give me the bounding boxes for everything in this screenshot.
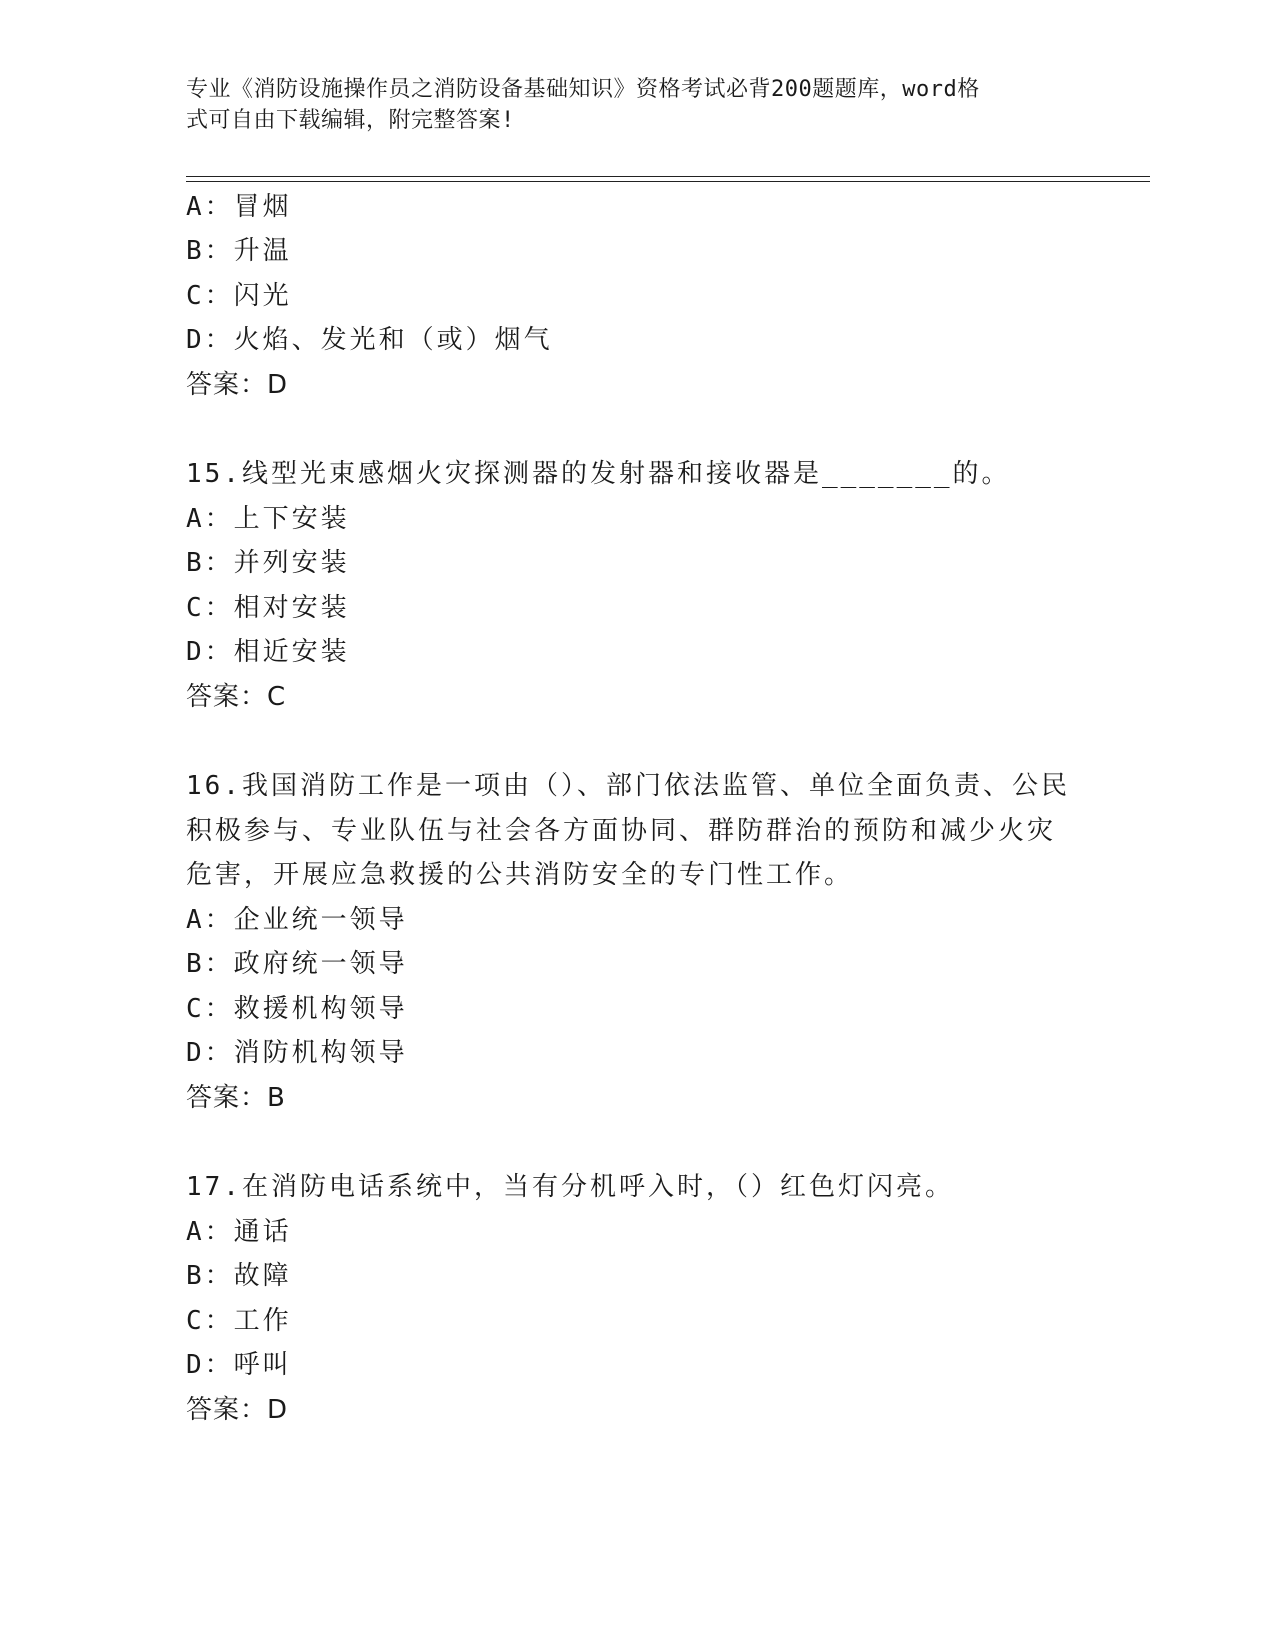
q17-option-c: C：工作	[186, 1306, 292, 1336]
q16-option-c: C：救援机构领导	[186, 994, 408, 1024]
q14-option-d: D：火焰、发光和（或）烟气	[186, 325, 553, 355]
q16-option-a: A：企业统一领导	[186, 905, 408, 935]
q17-option-a: A：通话	[186, 1217, 292, 1247]
q15-stem: 15.线型光束感烟火灾探测器的发射器和接收器是_______的。	[186, 459, 1011, 489]
q15-option-c: C：相对安装	[186, 593, 350, 623]
q17-answer: 答案：D	[186, 1395, 289, 1425]
q17-stem: 17.在消防电话系统中，当有分机呼入时，（）红色灯闪亮。	[186, 1172, 954, 1202]
q15-answer: 答案：C	[186, 682, 287, 712]
q16-option-b: B：政府统一领导	[186, 949, 408, 979]
q16-answer: 答案：B	[186, 1083, 286, 1113]
q14-option-b: B：升温	[186, 236, 292, 266]
q14-answer: 答案：D	[186, 370, 289, 400]
q16-stem-line-1: 16.我国消防工作是一项由（）、部门依法监管、单位全面负责、公民	[186, 771, 1070, 801]
q14-option-c: C：闪光	[186, 281, 292, 311]
q15-option-a: A：上下安装	[186, 504, 350, 534]
q16-stem-line-2: 积极参与、专业队伍与社会各方面协同、群防群治的预防和减少火灾	[186, 816, 1057, 846]
header-line-1: 专业《消防设施操作员之消防设备基础知识》资格考试必背200题题库，word格	[186, 77, 980, 102]
document-header	[186, 74, 1066, 136]
q17-option-b: B：故障	[186, 1261, 292, 1291]
q16-stem-line-3: 危害，开展应急救援的公共消防安全的专门性工作。	[186, 860, 854, 890]
header-rule-top	[186, 176, 1150, 177]
header-rule-bottom	[186, 181, 1150, 182]
header-line-2: 式可自由下载编辑，附完整答案!	[186, 108, 515, 133]
q15-option-d: D：相近安装	[186, 637, 350, 667]
q14-option-a: A：冒烟	[186, 192, 292, 222]
q16-option-d: D：消防机构领导	[186, 1038, 408, 1068]
q17-option-d: D：呼叫	[186, 1350, 292, 1380]
q15-option-b: B：并列安装	[186, 548, 350, 578]
